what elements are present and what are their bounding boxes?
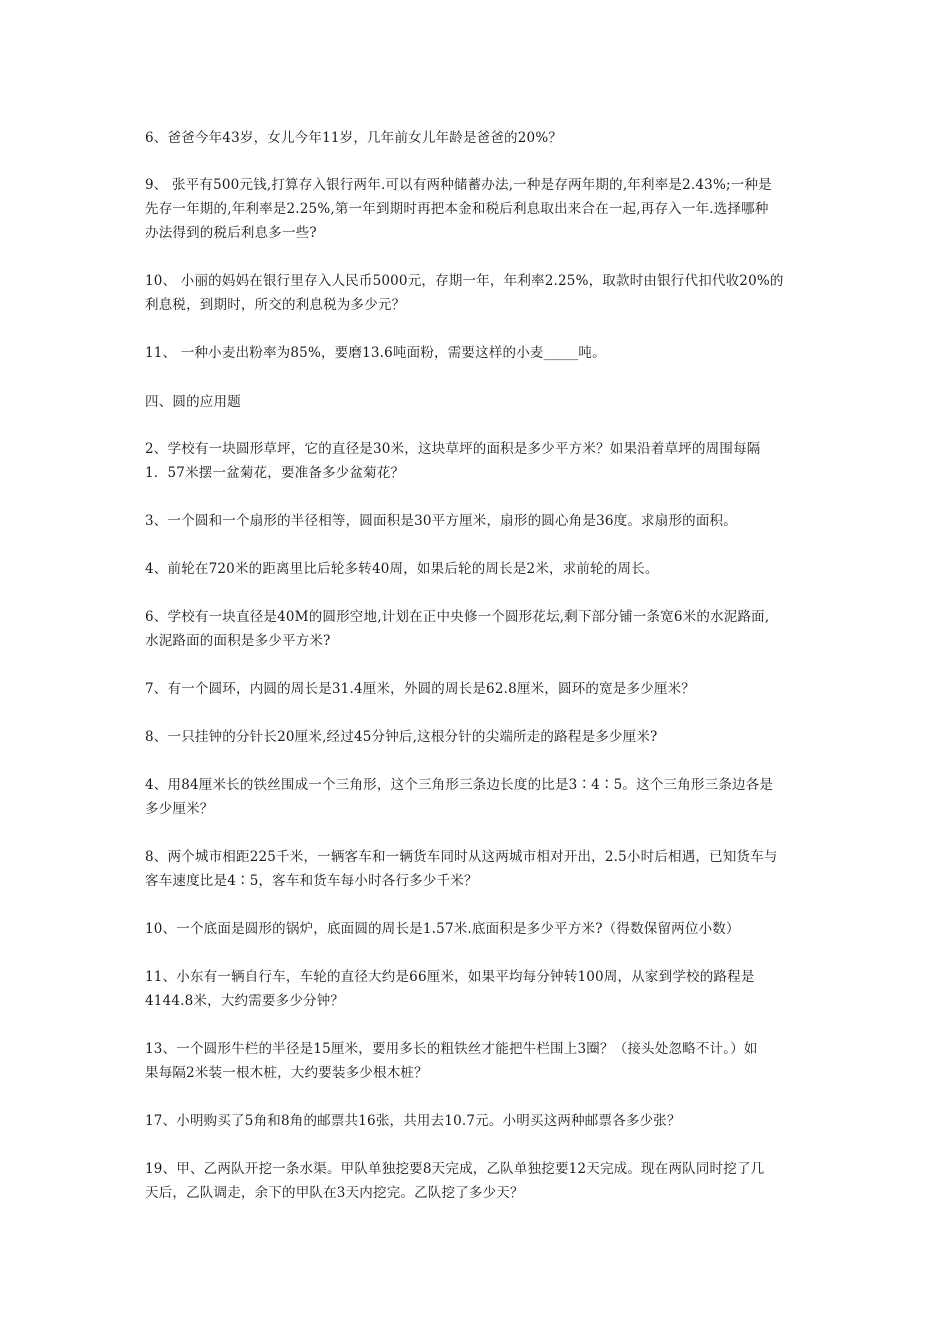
- problem-17-stamps-line-1: 17、小明购买了5角和8角的邮票共16张，共用去10.7元。小明买这两种邮票各多少张？: [145, 1113, 681, 1129]
- circle-problem-3-line-1: 3、一个圆和一个扇形的半径相等，圆面积是30平方厘米，扇形的圆心角是36度。求扇形的面积。: [145, 513, 737, 529]
- problem-19-canal-line-1: 19、甲、乙两队开挖一条水渠。甲队单独挖要8天完成，乙队单独挖要12天完成。现在两队同时挖了几: [145, 1161, 765, 1177]
- problem-13-pen-line-1: 13、一个圆形牛栏的半径是15厘米，要用多长的粗铁丝才能把牛栏围上3圈？（接头处忽略不计。）如: [145, 1041, 758, 1057]
- problem-19-canal-line-2: 天后，乙队调走，余下的甲队在3天内挖完。乙队挖了多少天？: [145, 1185, 524, 1201]
- ratio-problem-4-line-2: 多少厘米？: [145, 801, 214, 817]
- problem-10-boiler-line-1: 10、一个底面是圆形的锅炉，底面圆的周长是1.57米.底面积是多少平方米?（得数保留两位小数）: [145, 921, 740, 937]
- problem-11-bicycle-line-1: 11、小东有一辆自行车，车轮的直径大约是66厘米，如果平均每分钟转100周，从家到学校的路程是: [145, 969, 755, 985]
- circle-problem-6-line-2: 水泥路面的面积是多少平方米?: [145, 633, 331, 649]
- problem-13-pen-line-2: 果每隔2米装一根木桩，大约要装多少根木桩？: [145, 1065, 428, 1081]
- problem-10-interest-line-2: 利息税，到期时，所交的利息税为多少元？: [145, 297, 406, 313]
- circle-problem-4-line-1: 4、前轮在720米的距离里比后轮多转40周，如果后轮的周长是2米，求前轮的周长。: [145, 561, 659, 577]
- circle-problem-8-line-1: 8、一只挂钟的分针长20厘米,经过45分钟后,这根分针的尖端所走的路程是多少厘米?: [145, 729, 658, 745]
- section-heading-circle-problems: 四、圆的应用题: [145, 394, 241, 410]
- problem-9-savings-line-1: 9、 张平有500元钱,打算存入银行两年.可以有两种储蓄办法,一种是存两年期的,年利率是2.43%;一种是: [145, 177, 772, 193]
- circle-problem-2-line-2: 1．57米摆一盆菊花，要准备多少盆菊花？: [145, 465, 405, 481]
- problem-9-savings-line-2: 先存一年期的,年利率是2.25%,第一年到期时再把本金和税后利息取出来合在一起,再存入一年.选择哪种: [145, 201, 769, 217]
- ratio-problem-8-line-1: 8、两个城市相距225千米，一辆客车和一辆货车同时从这两城市相对开出，2.5小时后相遇，已知货车与: [145, 849, 778, 865]
- problem-9-savings-line-3: 办法得到的税后利息多一些?: [145, 225, 317, 241]
- circle-problem-7-line-1: 7、有一个圆环，内圆的周长是31.4厘米，外圆的周长是62.8厘米，圆环的宽是多少厘米？: [145, 681, 696, 697]
- ratio-problem-8-line-2: 客车速度比是4∶5，客车和货车每小时各行多少千米？: [145, 873, 478, 889]
- ratio-problem-4-line-1: 4、用84厘米长的铁丝围成一个三角形，这个三角形三条边长度的比是3∶4∶5。这个三角形三条边各是: [145, 777, 774, 793]
- circle-problem-6-line-1: 6、学校有一块直径是40M的圆形空地,计划在正中央修一个圆形花坛,剩下部分铺一条宽6米的水泥路面,: [145, 609, 770, 625]
- problem-11-bicycle-line-2: 4144.8米，大约需要多少分钟？: [145, 993, 345, 1009]
- problem-6-age-line-1: 6、爸爸今年43岁，女儿今年11岁，几年前女儿年龄是爸爸的20%？: [145, 130, 563, 146]
- circle-problem-2-line-1: 2、学校有一块圆形草坪，它的直径是30米，这块草坪的面积是多少平方米？如果沿着草坪的周围每隔: [145, 441, 761, 457]
- problem-11-flour-line-1: 11、 一种小麦出粉率为85%，要磨13.6吨面粉，需要这样的小麦_____吨。: [145, 345, 606, 361]
- problem-10-interest-line-1: 10、 小丽的妈妈在银行里存入人民币5000元，存期一年，年利率2.25%，取款时由银行代扣代收20%的: [145, 273, 784, 289]
